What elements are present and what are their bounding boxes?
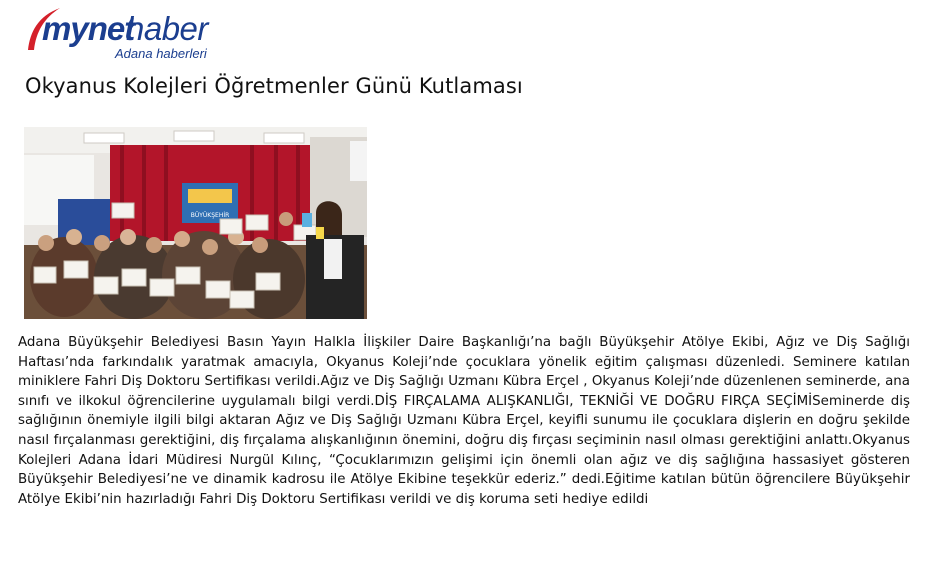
logo-subtitle: Adana haberleri <box>115 46 207 61</box>
article-body: Adana Büyükşehir Belediyesi Basın Yayın Halkla İlişkiler Daire Başkanlığı’na bağlı Büyükşehir Atölye Ekibi, Ağız ve Diş Sağlığı Haftası’nda farkındalık yaratmak amacıyla, Okyanus Koleji’nde çocuklara yönelik eğitim çalışması düzenledi. Seminere katılan miniklere Fahri Diş Doktoru Sertifikası verildi.Ağız ve Diş Sağlığı Uzmanı Kübra Erçel , Okyanus Koleji’nde düzenlenen seminerde, ana sınıfı ve ilkokul öğrencilerine uygulamalı bilgi verdi.DİŞ FIRÇALAMA ALIŞKANLIĞI, TEKNİĞİ VE DOĞRU FIRÇA SEÇİMİSeminerde diş sağlığının önemiyle ilgili bilgi aktaran Ağız ve Diş Sağlığı Uzmanı Kübra Erçel, keyifli sunumu ile çocuklara dişlerin en doğru şekilde nasıl fırçalanması gerektiğini, diş fırçalama alışkanlığının önemini, doğru diş fırçası seçiminin nasıl olması gerektiğini anlattı.Okyanus Kolejleri Adana İdari Müdiresi Nurgül Kılınç, “Çocuklarımızın gelişimi için önemli olan ağız ve diş sağlığına hassasiyet gösteren Büyükşehir Belediyesi’ne ve dinamik kadrosu ile Atölye Ekibine teşekkür ederiz.” dedi.Eğitime katılan bütün öğrencilere Büyükşehir Atölye Ekibi’nin hazırladığı Fahri Diş Doktoru Sertifikası verildi ve diş koruma seti hediye edildi <box>18 335 910 507</box>
mynet-haber-logo[interactable] <box>24 4 234 66</box>
logo-brand: mynet <box>42 10 135 47</box>
logo-product: haber <box>126 10 208 47</box>
article-photo <box>24 127 367 319</box>
article-title: Okyanus Kolejleri Öğretmenler Günü Kutlaması <box>25 74 523 98</box>
svg-text:BÜYÜKŞEHİR: BÜYÜKŞEHİR <box>190 212 230 219</box>
